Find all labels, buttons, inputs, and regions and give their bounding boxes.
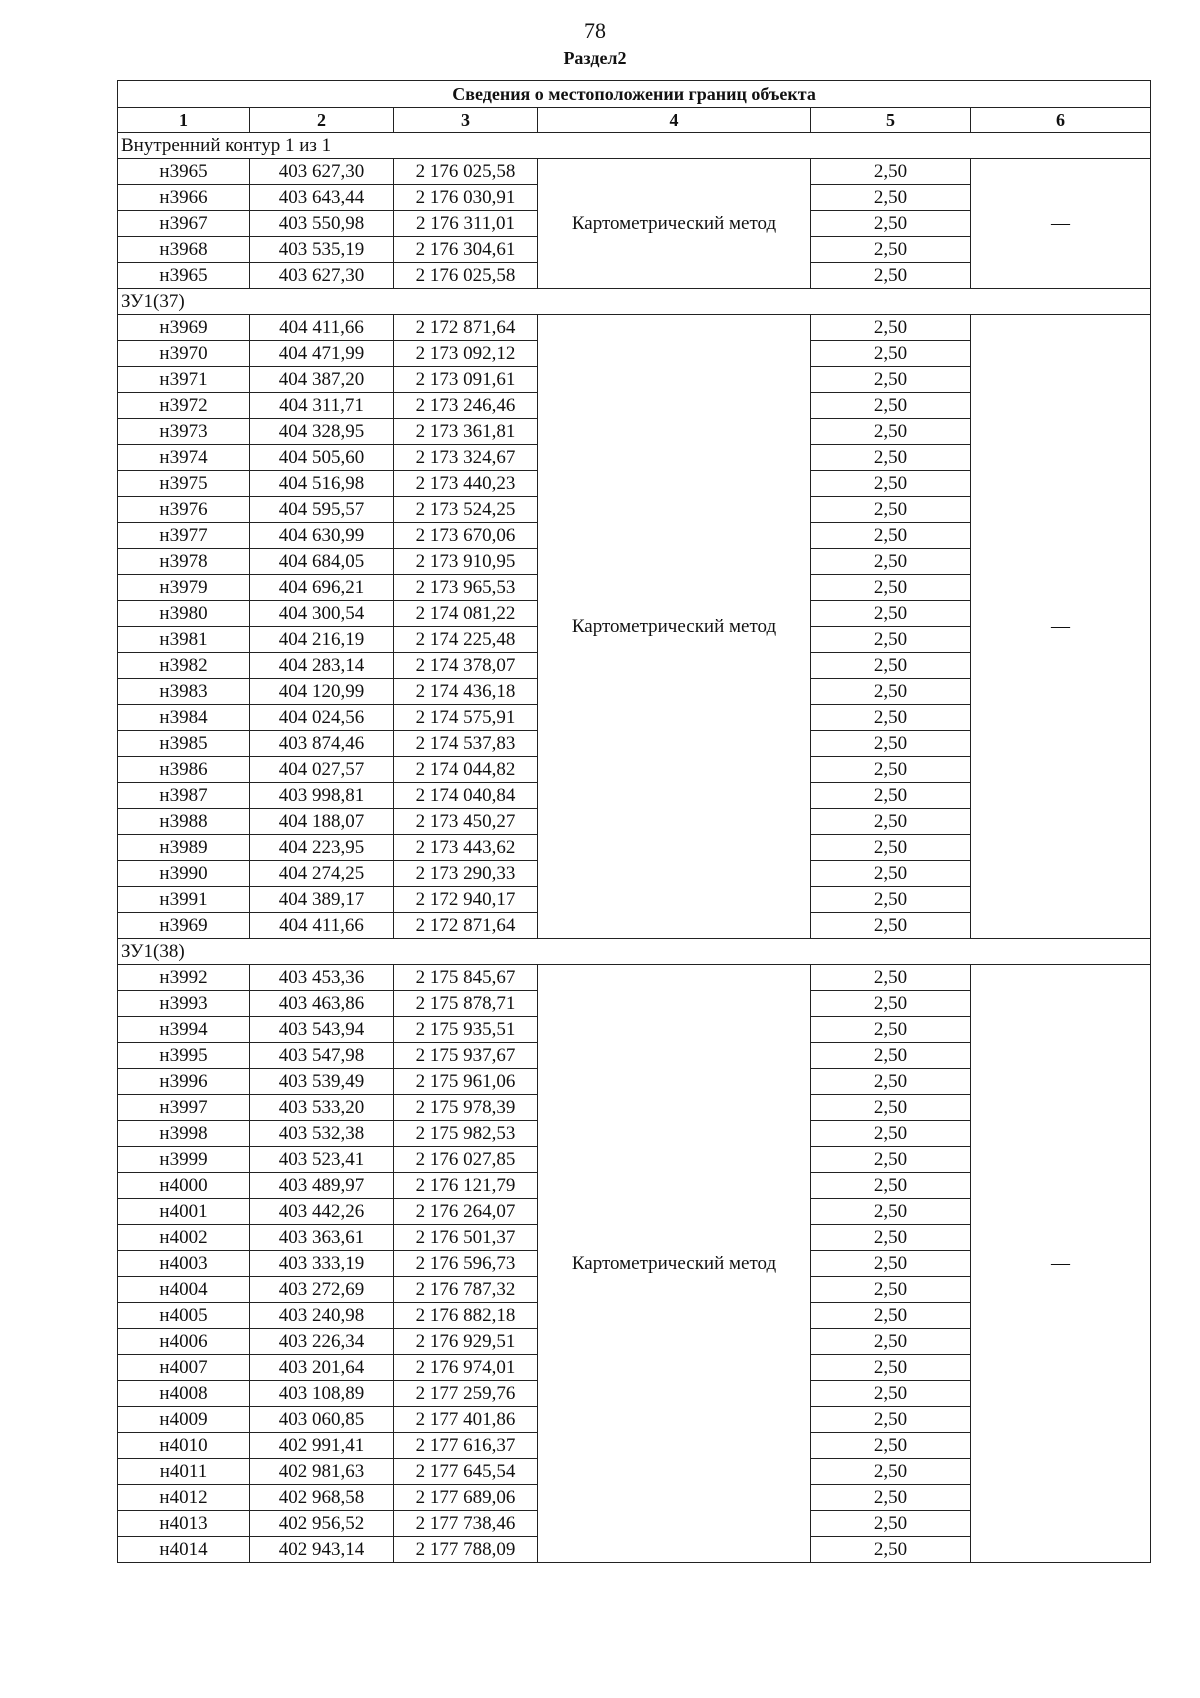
- column-header-row: [118, 108, 1151, 133]
- y-coordinate-cell: 2 176 974,01: [394, 1355, 538, 1381]
- point-name-cell: н3992: [118, 965, 250, 991]
- point-name-cell: н3990: [118, 861, 250, 887]
- x-coordinate-cell: 403 463,86: [250, 991, 394, 1017]
- precision-cell: 2,50: [811, 601, 971, 627]
- precision-cell: 2,50: [811, 263, 971, 289]
- point-name-cell: н3989: [118, 835, 250, 861]
- point-name-cell: н4010: [118, 1433, 250, 1459]
- point-name-cell: н3991: [118, 887, 250, 913]
- point-name-cell: н4002: [118, 1225, 250, 1251]
- x-coordinate-cell: 403 533,20: [250, 1095, 394, 1121]
- precision-cell: 2,50: [811, 1173, 971, 1199]
- y-coordinate-cell: 2 173 290,33: [394, 861, 538, 887]
- y-coordinate-cell: 2 172 871,64: [394, 913, 538, 939]
- y-coordinate-cell: 2 174 378,07: [394, 653, 538, 679]
- point-name-cell: н3969: [118, 315, 250, 341]
- precision-cell: 2,50: [811, 1095, 971, 1121]
- precision-cell: 2,50: [811, 1277, 971, 1303]
- precision-cell: 2,50: [811, 627, 971, 653]
- section-title: Внутренний контур 1 из 1: [118, 133, 1151, 159]
- x-coordinate-cell: 403 060,85: [250, 1407, 394, 1433]
- x-coordinate-cell: 404 300,54: [250, 601, 394, 627]
- precision-cell: 2,50: [811, 1303, 971, 1329]
- precision-cell: 2,50: [811, 1433, 971, 1459]
- section-title: Раздел2: [563, 48, 627, 68]
- y-coordinate-cell: 2 176 882,18: [394, 1303, 538, 1329]
- precision-cell: 2,50: [811, 1017, 971, 1043]
- x-coordinate-cell: 404 188,07: [250, 809, 394, 835]
- point-name-cell: н3995: [118, 1043, 250, 1069]
- x-coordinate-cell: 404 120,99: [250, 679, 394, 705]
- precision-cell: 2,50: [811, 471, 971, 497]
- point-name-cell: н3983: [118, 679, 250, 705]
- x-coordinate-cell: 403 240,98: [250, 1303, 394, 1329]
- precision-cell: 2,50: [811, 497, 971, 523]
- y-coordinate-cell: 2 177 645,54: [394, 1459, 538, 1485]
- precision-cell: 2,50: [811, 1485, 971, 1511]
- precision-cell: 2,50: [811, 835, 971, 861]
- x-coordinate-cell: 404 223,95: [250, 835, 394, 861]
- x-coordinate-cell: 404 283,14: [250, 653, 394, 679]
- y-coordinate-cell: 2 174 436,18: [394, 679, 538, 705]
- point-name-cell: н3999: [118, 1147, 250, 1173]
- precision-cell: 2,50: [811, 1329, 971, 1355]
- point-name-cell: н3985: [118, 731, 250, 757]
- point-name-cell: н3966: [118, 185, 250, 211]
- y-coordinate-cell: 2 175 961,06: [394, 1069, 538, 1095]
- y-coordinate-cell: 2 177 401,86: [394, 1407, 538, 1433]
- y-coordinate-cell: 2 176 121,79: [394, 1173, 538, 1199]
- y-coordinate-cell: 2 175 878,71: [394, 991, 538, 1017]
- point-name-cell: н4000: [118, 1173, 250, 1199]
- x-coordinate-cell: 404 505,60: [250, 445, 394, 471]
- x-coordinate-cell: 402 981,63: [250, 1459, 394, 1485]
- point-name-cell: н3988: [118, 809, 250, 835]
- y-coordinate-cell: 2 174 575,91: [394, 705, 538, 731]
- x-coordinate-cell: 403 627,30: [250, 159, 394, 185]
- x-coordinate-cell: 404 696,21: [250, 575, 394, 601]
- caption-row: [118, 81, 1151, 108]
- point-name-cell: н3970: [118, 341, 250, 367]
- point-name-cell: н3968: [118, 237, 250, 263]
- x-coordinate-cell: 402 943,14: [250, 1537, 394, 1563]
- point-name-cell: н4007: [118, 1355, 250, 1381]
- section-title: ЗУ1(38): [118, 939, 1151, 965]
- x-coordinate-cell: 403 627,30: [250, 263, 394, 289]
- y-coordinate-cell: 2 174 225,48: [394, 627, 538, 653]
- point-name-cell: н4014: [118, 1537, 250, 1563]
- precision-cell: 2,50: [811, 211, 971, 237]
- y-coordinate-cell: 2 173 092,12: [394, 341, 538, 367]
- x-coordinate-cell: 402 991,41: [250, 1433, 394, 1459]
- precision-cell: 2,50: [811, 887, 971, 913]
- point-name-cell: н3965: [118, 263, 250, 289]
- point-name-cell: н3974: [118, 445, 250, 471]
- section-header-row: [118, 289, 1151, 315]
- y-coordinate-cell: 2 176 501,37: [394, 1225, 538, 1251]
- boundary-table: [117, 80, 1151, 1563]
- precision-cell: 2,50: [811, 1511, 971, 1537]
- y-coordinate-cell: 2 176 596,73: [394, 1251, 538, 1277]
- table-caption: Сведения о местоположении границ объекта: [118, 81, 1151, 108]
- y-coordinate-cell: 2 177 738,46: [394, 1511, 538, 1537]
- y-coordinate-cell: 2 175 982,53: [394, 1121, 538, 1147]
- point-name-cell: н4001: [118, 1199, 250, 1225]
- x-coordinate-cell: 404 595,57: [250, 497, 394, 523]
- y-coordinate-cell: 2 172 940,17: [394, 887, 538, 913]
- y-coordinate-cell: 2 176 025,58: [394, 263, 538, 289]
- precision-cell: 2,50: [811, 237, 971, 263]
- precision-cell: 2,50: [811, 731, 971, 757]
- x-coordinate-cell: 403 643,44: [250, 185, 394, 211]
- precision-cell: 2,50: [811, 1121, 971, 1147]
- y-coordinate-cell: 2 173 450,27: [394, 809, 538, 835]
- x-coordinate-cell: 404 684,05: [250, 549, 394, 575]
- table-body: [118, 81, 1151, 1563]
- y-coordinate-cell: 2 176 027,85: [394, 1147, 538, 1173]
- y-coordinate-cell: 2 174 537,83: [394, 731, 538, 757]
- table-row: [118, 965, 1151, 991]
- x-coordinate-cell: 404 216,19: [250, 627, 394, 653]
- y-coordinate-cell: 2 177 259,76: [394, 1381, 538, 1407]
- x-coordinate-cell: 404 411,66: [250, 913, 394, 939]
- y-coordinate-cell: 2 175 935,51: [394, 1017, 538, 1043]
- x-coordinate-cell: 404 516,98: [250, 471, 394, 497]
- x-coordinate-cell: 403 363,61: [250, 1225, 394, 1251]
- column-6-cell: —: [971, 965, 1151, 1563]
- y-coordinate-cell: 2 175 937,67: [394, 1043, 538, 1069]
- x-coordinate-cell: 403 550,98: [250, 211, 394, 237]
- point-name-cell: н4008: [118, 1381, 250, 1407]
- y-coordinate-cell: 2 173 965,53: [394, 575, 538, 601]
- point-name-cell: н3993: [118, 991, 250, 1017]
- y-coordinate-cell: 2 174 081,22: [394, 601, 538, 627]
- y-coordinate-cell: 2 176 311,01: [394, 211, 538, 237]
- x-coordinate-cell: 403 998,81: [250, 783, 394, 809]
- point-name-cell: н3987: [118, 783, 250, 809]
- y-coordinate-cell: 2 173 324,67: [394, 445, 538, 471]
- point-name-cell: н3982: [118, 653, 250, 679]
- method-cell: Картометрический метод: [538, 159, 811, 289]
- point-name-cell: н3997: [118, 1095, 250, 1121]
- x-coordinate-cell: 404 630,99: [250, 523, 394, 549]
- x-coordinate-cell: 404 274,25: [250, 861, 394, 887]
- point-name-cell: н3971: [118, 367, 250, 393]
- x-coordinate-cell: 403 535,19: [250, 237, 394, 263]
- x-coordinate-cell: 404 471,99: [250, 341, 394, 367]
- precision-cell: 2,50: [811, 1147, 971, 1173]
- x-coordinate-cell: 403 453,36: [250, 965, 394, 991]
- precision-cell: 2,50: [811, 1355, 971, 1381]
- point-name-cell: н3994: [118, 1017, 250, 1043]
- x-coordinate-cell: 404 027,57: [250, 757, 394, 783]
- column-header-4: 4: [538, 108, 811, 133]
- point-name-cell: н4003: [118, 1251, 250, 1277]
- y-coordinate-cell: 2 173 440,23: [394, 471, 538, 497]
- point-name-cell: н3973: [118, 419, 250, 445]
- precision-cell: 2,50: [811, 809, 971, 835]
- x-coordinate-cell: 404 024,56: [250, 705, 394, 731]
- point-name-cell: н3981: [118, 627, 250, 653]
- precision-cell: 2,50: [811, 393, 971, 419]
- x-coordinate-cell: 403 547,98: [250, 1043, 394, 1069]
- precision-cell: 2,50: [811, 1459, 971, 1485]
- precision-cell: 2,50: [811, 705, 971, 731]
- table-row: [118, 315, 1151, 341]
- point-name-cell: н3979: [118, 575, 250, 601]
- precision-cell: 2,50: [811, 1225, 971, 1251]
- point-name-cell: н3969: [118, 913, 250, 939]
- precision-cell: 2,50: [811, 549, 971, 575]
- precision-cell: 2,50: [811, 419, 971, 445]
- point-name-cell: н4004: [118, 1277, 250, 1303]
- precision-cell: 2,50: [811, 679, 971, 705]
- section-header-row: [118, 939, 1151, 965]
- point-name-cell: н3980: [118, 601, 250, 627]
- point-name-cell: н3978: [118, 549, 250, 575]
- x-coordinate-cell: 403 272,69: [250, 1277, 394, 1303]
- x-coordinate-cell: 404 389,17: [250, 887, 394, 913]
- point-name-cell: н3977: [118, 523, 250, 549]
- x-coordinate-cell: 403 489,97: [250, 1173, 394, 1199]
- point-name-cell: н3986: [118, 757, 250, 783]
- x-coordinate-cell: 403 532,38: [250, 1121, 394, 1147]
- precision-cell: 2,50: [811, 575, 971, 601]
- x-coordinate-cell: 403 108,89: [250, 1381, 394, 1407]
- y-coordinate-cell: 2 173 246,46: [394, 393, 538, 419]
- precision-cell: 2,50: [811, 341, 971, 367]
- precision-cell: 2,50: [811, 913, 971, 939]
- y-coordinate-cell: 2 176 929,51: [394, 1329, 538, 1355]
- point-name-cell: н4013: [118, 1511, 250, 1537]
- point-name-cell: н4011: [118, 1459, 250, 1485]
- precision-cell: 2,50: [811, 653, 971, 679]
- y-coordinate-cell: 2 173 524,25: [394, 497, 538, 523]
- y-coordinate-cell: 2 173 361,81: [394, 419, 538, 445]
- point-name-cell: н3998: [118, 1121, 250, 1147]
- point-name-cell: н4012: [118, 1485, 250, 1511]
- x-coordinate-cell: 403 523,41: [250, 1147, 394, 1173]
- precision-cell: 2,50: [811, 1251, 971, 1277]
- precision-cell: 2,50: [811, 757, 971, 783]
- y-coordinate-cell: 2 175 845,67: [394, 965, 538, 991]
- point-name-cell: н3972: [118, 393, 250, 419]
- x-coordinate-cell: 403 539,49: [250, 1069, 394, 1095]
- y-coordinate-cell: 2 177 689,06: [394, 1485, 538, 1511]
- table-row: [118, 159, 1151, 185]
- method-cell: Картометрический метод: [538, 965, 811, 1563]
- y-coordinate-cell: 2 176 787,32: [394, 1277, 538, 1303]
- precision-cell: 2,50: [811, 445, 971, 471]
- point-name-cell: н3967: [118, 211, 250, 237]
- precision-cell: 2,50: [811, 991, 971, 1017]
- x-coordinate-cell: 403 201,64: [250, 1355, 394, 1381]
- section-title: ЗУ1(37): [118, 289, 1151, 315]
- x-coordinate-cell: 403 333,19: [250, 1251, 394, 1277]
- x-coordinate-cell: 402 956,52: [250, 1511, 394, 1537]
- precision-cell: 2,50: [811, 861, 971, 887]
- precision-cell: 2,50: [811, 523, 971, 549]
- precision-cell: 2,50: [811, 1381, 971, 1407]
- page-number: 78: [584, 18, 606, 43]
- precision-cell: 2,50: [811, 315, 971, 341]
- point-name-cell: н3965: [118, 159, 250, 185]
- x-coordinate-cell: 403 874,46: [250, 731, 394, 757]
- y-coordinate-cell: 2 176 025,58: [394, 159, 538, 185]
- x-coordinate-cell: 402 968,58: [250, 1485, 394, 1511]
- y-coordinate-cell: 2 174 040,84: [394, 783, 538, 809]
- y-coordinate-cell: 2 173 091,61: [394, 367, 538, 393]
- x-coordinate-cell: 403 543,94: [250, 1017, 394, 1043]
- y-coordinate-cell: 2 176 304,61: [394, 237, 538, 263]
- point-name-cell: н4009: [118, 1407, 250, 1433]
- precision-cell: 2,50: [811, 1407, 971, 1433]
- point-name-cell: н4005: [118, 1303, 250, 1329]
- column-header-2: 2: [250, 108, 394, 133]
- precision-cell: 2,50: [811, 1069, 971, 1095]
- column-header-5: 5: [811, 108, 971, 133]
- precision-cell: 2,50: [811, 185, 971, 211]
- method-cell: Картометрический метод: [538, 315, 811, 939]
- precision-cell: 2,50: [811, 159, 971, 185]
- column-header-6: 6: [971, 108, 1151, 133]
- x-coordinate-cell: 403 226,34: [250, 1329, 394, 1355]
- x-coordinate-cell: 404 328,95: [250, 419, 394, 445]
- x-coordinate-cell: 404 311,71: [250, 393, 394, 419]
- y-coordinate-cell: 2 177 616,37: [394, 1433, 538, 1459]
- y-coordinate-cell: 2 176 030,91: [394, 185, 538, 211]
- precision-cell: 2,50: [811, 965, 971, 991]
- x-coordinate-cell: 403 442,26: [250, 1199, 394, 1225]
- column-6-cell: —: [971, 315, 1151, 939]
- y-coordinate-cell: 2 174 044,82: [394, 757, 538, 783]
- precision-cell: 2,50: [811, 1537, 971, 1563]
- column-header-3: 3: [394, 108, 538, 133]
- y-coordinate-cell: 2 173 910,95: [394, 549, 538, 575]
- precision-cell: 2,50: [811, 367, 971, 393]
- column-6-cell: —: [971, 159, 1151, 289]
- point-name-cell: н3976: [118, 497, 250, 523]
- point-name-cell: н3975: [118, 471, 250, 497]
- section-header-row: [118, 133, 1151, 159]
- precision-cell: 2,50: [811, 1043, 971, 1069]
- y-coordinate-cell: 2 175 978,39: [394, 1095, 538, 1121]
- column-header-1: 1: [118, 108, 250, 133]
- y-coordinate-cell: 2 173 670,06: [394, 523, 538, 549]
- x-coordinate-cell: 404 411,66: [250, 315, 394, 341]
- point-name-cell: н4006: [118, 1329, 250, 1355]
- point-name-cell: н3996: [118, 1069, 250, 1095]
- precision-cell: 2,50: [811, 1199, 971, 1225]
- point-name-cell: н3984: [118, 705, 250, 731]
- x-coordinate-cell: 404 387,20: [250, 367, 394, 393]
- y-coordinate-cell: 2 173 443,62: [394, 835, 538, 861]
- y-coordinate-cell: 2 172 871,64: [394, 315, 538, 341]
- precision-cell: 2,50: [811, 783, 971, 809]
- y-coordinate-cell: 2 176 264,07: [394, 1199, 538, 1225]
- y-coordinate-cell: 2 177 788,09: [394, 1537, 538, 1563]
